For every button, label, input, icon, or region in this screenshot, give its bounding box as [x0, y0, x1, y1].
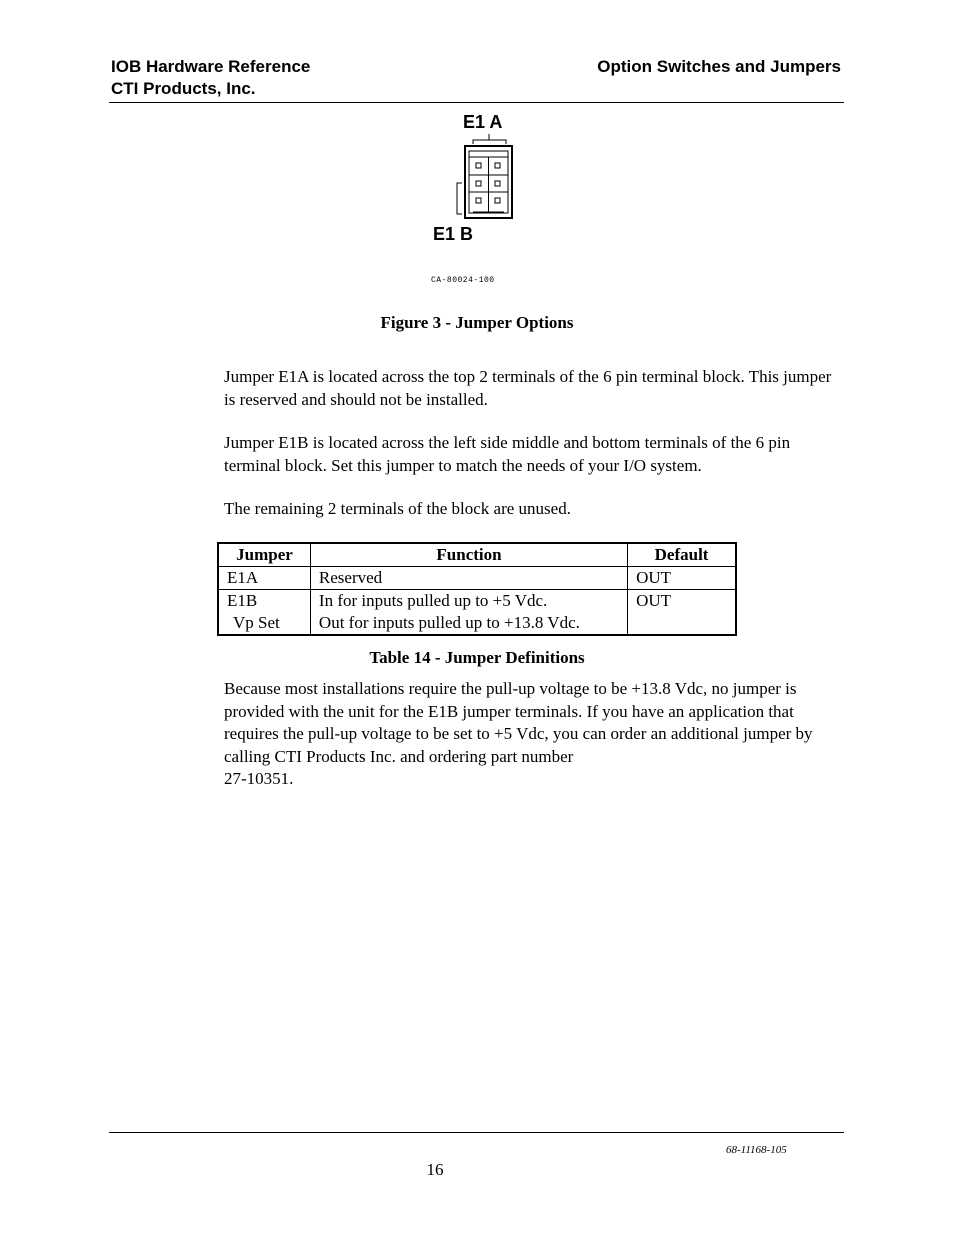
page-number: 16 [426, 1160, 444, 1179]
default-value: OUT [636, 591, 672, 610]
cell-jumper [218, 567, 310, 590]
header-company: CTI Products, Inc. [111, 79, 256, 98]
jumper-name: E1B [227, 591, 258, 610]
header-rule [109, 102, 844, 103]
cell-jumper [218, 590, 310, 636]
table-caption: Table 14 - Jumper Definitions [369, 648, 585, 667]
jumper-name: E1A [227, 568, 259, 587]
table-header-row [218, 543, 736, 567]
closing-text: Because most installations require the pull-up voltage to be +13.8 Vdc, no jumper is provided with the unit for the E1B jumper terminals. If you have an application that requires the pull-up voltage to be set to +5 Vdc, you can order an additional jumper by calling CTI Products Inc. and ordering part number [224, 679, 813, 766]
cell-function [310, 590, 627, 636]
header-section: Option Switches and Jumpers [597, 57, 841, 76]
cell-default [628, 590, 736, 636]
jumper-figure [420, 108, 540, 298]
jumper-subname: Vp Set [233, 613, 280, 632]
e1b-bracket [457, 183, 462, 214]
pin-1 [476, 163, 481, 168]
column-header-default: Default [628, 543, 736, 567]
function-text-line2: Out for inputs pulled up to +13.8 Vdc. [318, 613, 580, 632]
pin-4 [495, 181, 500, 186]
e1a-bracket [473, 140, 506, 144]
footer-rule [109, 1132, 844, 1133]
figure-caption: Figure 3 - Jumper Options [380, 313, 574, 332]
figure-label-e1a: E1 A [463, 112, 503, 132]
pin-3 [476, 181, 481, 186]
document-number: 68-11168-105 [726, 1144, 787, 1156]
paragraph-unused: The remaining 2 terminals of the block are unused. [224, 499, 571, 518]
header-title-line1: IOB Hardware Reference [111, 57, 311, 76]
drawing-id: CA-80024-100 [431, 276, 495, 285]
paragraph-e1a: Jumper E1A is located across the top 2 terminals of the 6 pin terminal block. This jumper is reserved and should not be installed. [224, 367, 832, 409]
header-title [111, 56, 310, 100]
figure-label-e1b: E1 B [433, 224, 474, 244]
pin-6 [495, 198, 500, 203]
part-number: 27-10351. [224, 769, 294, 788]
table-row [218, 567, 736, 590]
jumper-table [217, 542, 737, 636]
column-header-function: Function [310, 543, 627, 567]
paragraph-closing [224, 678, 846, 791]
table-row [218, 590, 736, 636]
cell-default [628, 567, 736, 590]
paragraph-e1b: Jumper E1B is located across the left side middle and bottom terminals of the 6 pin terminal block. Set this jumper to match the needs of your I/O system. [224, 433, 791, 475]
pin-2 [495, 163, 500, 168]
column-header-jumper: Jumper [218, 543, 310, 567]
function-text-line1: In for inputs pulled up to +5 Vdc. [318, 591, 548, 610]
cell-function [310, 567, 627, 590]
default-value: OUT [636, 568, 672, 587]
function-text: Reserved [318, 568, 383, 587]
pin-5 [476, 198, 481, 203]
